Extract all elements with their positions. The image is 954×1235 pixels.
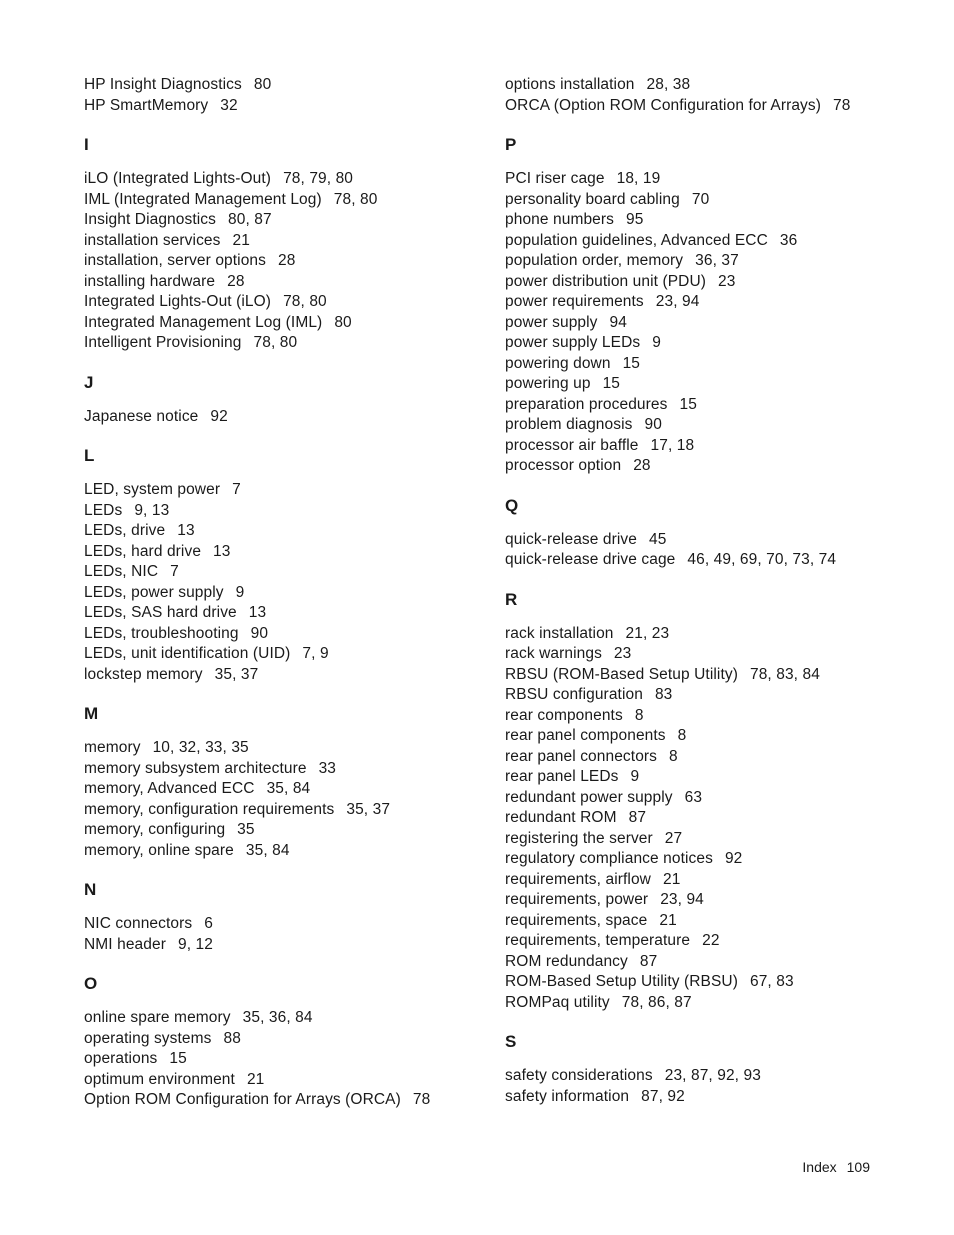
index-entry xyxy=(505,231,925,252)
index-term: NMI header xyxy=(84,935,166,953)
index-term: Integrated Management Log (IML) xyxy=(84,313,323,331)
index-term: installation, server options xyxy=(84,252,267,269)
index-entry xyxy=(505,931,925,952)
index-entry xyxy=(505,292,925,313)
index-page-links[interactable]: 15 xyxy=(169,1050,187,1067)
index-page-links[interactable]: 35, 84 xyxy=(245,841,290,859)
index-page-links[interactable]: 21 xyxy=(232,231,250,249)
index-page-links[interactable]: 7 xyxy=(232,481,241,498)
index-page-links[interactable]: 13 xyxy=(213,542,231,560)
index-term: rear panel components xyxy=(505,727,666,744)
index-entry xyxy=(505,354,925,375)
index-entry xyxy=(84,820,484,841)
index-page-links[interactable]: 78, 79, 80 xyxy=(283,170,354,187)
index-term: iLO (Integrated Lights-Out) xyxy=(84,170,272,187)
index-group xyxy=(84,135,484,354)
index-entry xyxy=(505,644,925,665)
index-term: Integrated Lights-Out (iLO) xyxy=(84,293,272,310)
index-page-links[interactable]: 80, 87 xyxy=(228,211,272,228)
index-term: safety information xyxy=(505,1087,630,1105)
index-term: memory xyxy=(84,739,141,756)
index-page-links[interactable]: 28, 38 xyxy=(646,76,691,93)
index-entry xyxy=(505,272,925,293)
index-term: requirements, power xyxy=(505,891,649,908)
index-term: powering up xyxy=(505,375,591,392)
index-term: rear panel connectors xyxy=(505,747,658,765)
index-entry xyxy=(84,251,484,272)
index-entry xyxy=(505,665,925,686)
index-term: lockstep memory xyxy=(84,665,203,683)
index-letter-heading: P xyxy=(505,135,517,154)
index-entry xyxy=(505,870,925,891)
index-page-links[interactable]: 87 xyxy=(639,952,658,970)
index-term: Intelligent Provisioning xyxy=(84,334,242,351)
index-term: installing hardware xyxy=(84,272,216,290)
index-entry xyxy=(84,407,484,428)
index-entry xyxy=(505,972,925,993)
index-term: HP SmartMemory xyxy=(84,96,209,114)
index-group xyxy=(84,446,484,685)
index-page-links[interactable]: 7, 9 xyxy=(302,645,329,662)
index-letter-heading: J xyxy=(84,372,94,392)
index-entry xyxy=(505,436,925,457)
index-entry xyxy=(505,374,925,395)
index-page-links[interactable]: 88 xyxy=(223,1029,241,1047)
index-page-links[interactable]: 36, 37 xyxy=(695,252,739,269)
index-page-links[interactable]: 67, 83 xyxy=(749,973,794,990)
index-entry xyxy=(84,603,484,624)
index-group xyxy=(84,974,484,1111)
index-term: LEDs, troubleshooting xyxy=(84,624,239,642)
index-term: population order, memory xyxy=(505,252,684,269)
index-letter-heading: S xyxy=(505,1032,517,1051)
index-term: online spare memory xyxy=(84,1009,231,1026)
index-page-links[interactable]: 78, 80 xyxy=(283,293,327,310)
index-page-links[interactable]: 13 xyxy=(177,522,195,539)
index-entry xyxy=(505,624,925,645)
index-page-links[interactable]: 23, 87, 92, 93 xyxy=(664,1067,761,1084)
index-term: memory, configuring xyxy=(84,821,226,838)
index-term: LEDs, SAS hard drive xyxy=(84,604,237,621)
index-term: ORCA (Option ROM Configuration for Arrays) xyxy=(505,96,822,114)
index-entry xyxy=(505,1066,925,1087)
index-page-links[interactable]: 18, 19 xyxy=(616,170,661,187)
index-page-links[interactable]: 92 xyxy=(724,850,743,867)
index-term: powering down xyxy=(505,354,611,372)
index-page-links[interactable]: 78 xyxy=(412,1091,431,1108)
index-entry xyxy=(84,542,484,563)
index-term: power distribution unit (PDU) xyxy=(505,272,707,290)
index-entry xyxy=(505,1087,925,1108)
index-entry xyxy=(505,849,925,870)
index-term: ROMPaq utility xyxy=(505,993,610,1011)
index-page-links[interactable]: 83 xyxy=(654,686,673,703)
index-entry xyxy=(505,706,925,727)
index-term: LEDs, unit identification (UID) xyxy=(84,645,291,662)
index-entry xyxy=(505,808,925,829)
index-page-links[interactable]: 8 xyxy=(634,706,644,724)
index-entry xyxy=(84,1008,484,1029)
index-term: requirements, temperature xyxy=(505,932,691,949)
index-page-links[interactable]: 17, 18 xyxy=(650,436,695,454)
index-entry xyxy=(84,96,484,117)
footer-section-label: Index xyxy=(802,1159,837,1175)
index-term: LEDs, drive xyxy=(84,522,166,539)
index-page-links[interactable]: 78, 80 xyxy=(333,190,378,208)
index-page-links[interactable]: 28 xyxy=(278,252,296,269)
index-entry xyxy=(84,1070,484,1091)
index-page-links[interactable]: 23 xyxy=(718,272,736,290)
index-term: RBSU configuration xyxy=(505,686,643,703)
index-entry xyxy=(84,624,484,645)
index-entry xyxy=(505,313,925,334)
index-letter-heading: Q xyxy=(505,495,519,515)
index-term: quick-release drive cage xyxy=(505,551,676,568)
index-entry xyxy=(84,665,484,686)
index-page-links[interactable]: 78 xyxy=(833,96,851,114)
index-page-links[interactable]: 27 xyxy=(664,829,683,847)
index-term: HP Insight Diagnostics xyxy=(84,76,242,93)
index-term: regulatory compliance notices xyxy=(505,850,713,867)
index-term: memory, Advanced ECC xyxy=(84,780,255,797)
index-entry xyxy=(84,1029,484,1050)
index-entry xyxy=(84,210,484,231)
index-group xyxy=(505,135,925,477)
index-column-right xyxy=(505,75,925,1107)
index-entry xyxy=(84,914,484,935)
index-entry xyxy=(505,767,925,788)
index-letter-heading: N xyxy=(84,880,97,899)
index-entry xyxy=(84,272,484,293)
index-page-links[interactable]: 10, 32, 33, 35 xyxy=(152,739,249,756)
index-page-links[interactable]: 8 xyxy=(669,747,678,765)
index-page-links[interactable]: 13 xyxy=(248,604,267,621)
index-term: population guidelines, Advanced ECC xyxy=(505,231,768,249)
index-page-links[interactable]: 15 xyxy=(622,354,641,372)
index-term: RBSU (ROM-Based Setup Utility) xyxy=(505,665,738,683)
index-term: memory, online spare xyxy=(84,841,234,859)
index-page-links[interactable]: 35 xyxy=(237,821,255,838)
index-page-links[interactable]: 21 xyxy=(659,911,677,929)
index-term: LED, system power xyxy=(84,481,221,498)
index-entry xyxy=(505,415,925,436)
index-page-links[interactable]: 94 xyxy=(609,313,627,331)
index-page-links[interactable]: 21 xyxy=(246,1070,265,1088)
index-page-links[interactable]: 9 xyxy=(630,768,640,785)
index-page-links[interactable]: 35, 37 xyxy=(346,800,391,818)
index-page-links[interactable]: 70 xyxy=(691,190,710,208)
index-page-links[interactable]: 28 xyxy=(633,457,651,474)
index-page-links[interactable]: 90 xyxy=(250,624,269,642)
index-page-links[interactable]: 92 xyxy=(210,407,228,425)
index-page-links[interactable]: 80 xyxy=(334,313,352,331)
index-entry xyxy=(505,96,925,117)
index-term: rear components xyxy=(505,706,623,724)
index-page-links[interactable]: 45 xyxy=(649,530,667,548)
index-entry xyxy=(505,952,925,973)
index-page-links[interactable]: 80 xyxy=(253,76,272,93)
index-term: IML (Integrated Management Log) xyxy=(84,190,322,208)
index-entry xyxy=(505,993,925,1014)
index-term: redundant ROM xyxy=(505,809,617,826)
index-group xyxy=(84,75,484,116)
index-term: PCI riser cage xyxy=(505,170,605,187)
index-entry xyxy=(84,759,484,780)
index-entry xyxy=(84,562,484,583)
index-entry xyxy=(505,747,925,768)
index-term: LEDs xyxy=(84,501,123,519)
index-page-links[interactable]: 63 xyxy=(684,788,703,806)
index-term: options installation xyxy=(505,76,635,93)
index-entry xyxy=(84,231,484,252)
index-term: ROM-Based Setup Utility (RBSU) xyxy=(505,973,738,990)
index-page-links[interactable]: 87 xyxy=(628,809,647,826)
index-page-links[interactable]: 36 xyxy=(779,231,798,249)
index-term: requirements, airflow xyxy=(505,870,651,888)
index-entry xyxy=(505,456,925,477)
index-term: power supply LEDs xyxy=(505,334,641,351)
index-letter-heading: O xyxy=(84,974,98,993)
index-entry xyxy=(84,738,484,759)
index-term: registering the server xyxy=(505,829,653,847)
index-entry xyxy=(505,550,925,571)
page-footer xyxy=(802,1158,870,1176)
index-group xyxy=(84,880,484,955)
index-page-links[interactable]: 35, 36, 84 xyxy=(242,1009,313,1026)
index-entry xyxy=(84,644,484,665)
index-term: rack installation xyxy=(505,624,614,642)
index-entry xyxy=(505,788,925,809)
index-entry xyxy=(84,521,484,542)
index-page-links[interactable]: 9, 12 xyxy=(177,935,213,953)
index-term: power requirements xyxy=(505,293,644,310)
index-group xyxy=(505,590,925,1014)
index-term: operations xyxy=(84,1050,158,1067)
index-entry xyxy=(505,911,925,932)
index-entry xyxy=(505,251,925,272)
index-term: memory, configuration requirements xyxy=(84,800,335,818)
index-group xyxy=(505,75,925,116)
index-page-links[interactable]: 9 xyxy=(652,334,661,351)
index-column-left xyxy=(84,75,484,1111)
index-page-links[interactable]: 28 xyxy=(227,272,245,290)
index-term: problem diagnosis xyxy=(505,416,633,433)
index-entry xyxy=(505,726,925,747)
index-page-links[interactable]: 78, 83, 84 xyxy=(749,665,820,683)
index-entry xyxy=(84,935,484,956)
index-entry xyxy=(84,169,484,190)
footer-page-number: 109 xyxy=(846,1159,870,1175)
index-group xyxy=(84,373,484,428)
index-entry xyxy=(505,395,925,416)
index-page-links[interactable]: 9, 13 xyxy=(134,501,170,519)
index-term: optimum environment xyxy=(84,1070,235,1088)
index-term: processor air baffle xyxy=(505,436,639,454)
index-page-links[interactable]: 78, 86, 87 xyxy=(621,993,692,1011)
index-page-links[interactable]: 21 xyxy=(662,870,681,888)
index-term: quick-release drive xyxy=(505,530,637,548)
index-letter-heading: L xyxy=(84,446,95,465)
index-term: processor option xyxy=(505,457,622,474)
index-page-links[interactable]: 33 xyxy=(318,759,337,777)
index-entry xyxy=(84,190,484,211)
index-term: Japanese notice xyxy=(84,407,199,425)
index-term: safety considerations xyxy=(505,1067,653,1084)
index-entry xyxy=(505,685,925,706)
index-letter-heading: M xyxy=(84,704,99,723)
index-term: memory subsystem architecture xyxy=(84,759,307,777)
index-page-links[interactable]: 7 xyxy=(170,563,179,580)
index-entry xyxy=(84,480,484,501)
index-entry xyxy=(84,333,484,354)
index-term: LEDs, NIC xyxy=(84,563,159,580)
index-page-links[interactable]: 23 xyxy=(613,645,632,662)
index-letter-heading: R xyxy=(505,589,518,609)
index-page-links[interactable]: 23, 94 xyxy=(655,293,700,310)
index-group xyxy=(84,704,484,861)
index-page-links[interactable]: 9 xyxy=(235,583,245,601)
index-group xyxy=(505,1032,925,1107)
index-entry xyxy=(84,1049,484,1070)
index-entry xyxy=(84,779,484,800)
index-term: rear panel LEDs xyxy=(505,768,619,785)
index-entry xyxy=(84,800,484,821)
index-term: preparation procedures xyxy=(505,395,668,413)
index-term: personality board cabling xyxy=(505,190,680,208)
index-term: LEDs, hard drive xyxy=(84,542,202,560)
index-term: NIC connectors xyxy=(84,915,193,932)
index-entry xyxy=(84,292,484,313)
index-entry xyxy=(505,829,925,850)
index-group xyxy=(505,496,925,571)
index-entry xyxy=(505,169,925,190)
index-entry xyxy=(505,75,925,96)
index-page-links[interactable]: 22 xyxy=(702,932,720,949)
index-entry xyxy=(505,333,925,354)
index-term: phone numbers xyxy=(505,211,615,228)
index-page-links[interactable]: 35, 84 xyxy=(266,780,311,797)
index-page-links[interactable]: 21, 23 xyxy=(625,624,670,642)
index-page-links[interactable]: 23, 94 xyxy=(660,891,704,908)
index-page-links[interactable]: 87, 92 xyxy=(641,1087,685,1105)
index-page-links[interactable]: 8 xyxy=(677,727,687,744)
index-page-links[interactable]: 35, 37 xyxy=(214,665,259,683)
index-term: Option ROM Configuration for Arrays (ORCA) xyxy=(84,1091,401,1108)
index-page-links[interactable]: 95 xyxy=(626,211,644,228)
index-term: Insight Diagnostics xyxy=(84,211,216,228)
index-entry xyxy=(505,530,925,551)
index-page-links[interactable]: 15 xyxy=(679,395,697,413)
index-term: installation services xyxy=(84,231,221,249)
index-entry xyxy=(84,75,484,96)
index-term: LEDs, power supply xyxy=(84,583,224,601)
index-term: power supply xyxy=(505,313,598,331)
index-page-links[interactable]: 90 xyxy=(644,416,662,433)
index-page-links[interactable]: 15 xyxy=(602,375,621,392)
index-letter-heading: I xyxy=(84,135,89,154)
index-entry xyxy=(84,1090,484,1111)
index-page-links[interactable]: 78, 80 xyxy=(253,334,298,351)
index-entry xyxy=(84,501,484,522)
index-page-links[interactable]: 32 xyxy=(220,96,238,114)
index-term: rack warnings xyxy=(505,645,602,662)
index-entry xyxy=(505,210,925,231)
index-page-links[interactable]: 46, 49, 69, 70, 73, 74 xyxy=(687,551,837,568)
index-page-links[interactable]: 6 xyxy=(204,915,213,932)
index-term: operating systems xyxy=(84,1029,212,1047)
index-entry xyxy=(505,190,925,211)
index-entry xyxy=(84,313,484,334)
index-term: redundant power supply xyxy=(505,788,673,806)
index-entry xyxy=(84,583,484,604)
index-term: requirements, space xyxy=(505,911,648,929)
index-entry xyxy=(84,841,484,862)
index-term: ROM redundancy xyxy=(505,952,628,970)
index-entry xyxy=(505,890,925,911)
